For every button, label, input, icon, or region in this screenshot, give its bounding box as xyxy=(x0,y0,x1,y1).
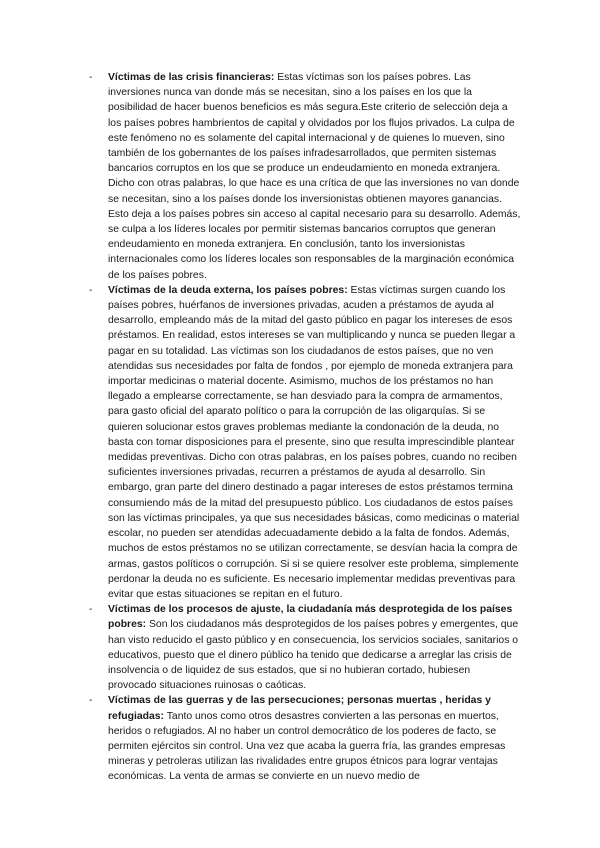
list-item-external-debt xyxy=(89,283,521,602)
item-text: Estas víctimas surgen cuando los países pobres, huérfanos de inversiones privadas, acuden a préstamos de ayuda al desarrollo, empleando más de la mitad del gasto público en pagar los intereses de esos préstamos. En realidad, estos intereses se van multiplicando y nunca se pueden llegar a pagar en su totalidad. Las víctimas son los ciudadanos de estos países, que no ven atendidas sus necesidades por falta de fondos , por ejemplo de moneda extranjera para importar medicinas o material docente. Asimismo, muchos de los préstamos no han llegado a emplearse correctamente, se han desviado para la compra de armamentos, para gasto oficial del aparato político o para la corrupción de las oligarquías. Si se quieren solucionar estos graves problemas mediante la condonación de la deuda, no basta con tomar disposiciones para el presente, sino que resulta imprescindible plantear medidas preventivas. Dicho con otras palabras, en los países pobres, cuando no reciben suficientes inversiones privadas, recurren a préstamos de ayuda al desarrollo. Sin embargo, gran parte del dinero destinado a pagar intereses de estos préstamos termina consumiendo más de la mitad del presupuesto público. Los ciudadanos de estos países son las víctimas principales, ya que sus necesidades básicas, como medicinas o material escolar, no pueden ser atendidas adecuadamente debido a la falta de fondos. Además, muchos de estos préstamos no se utilizan correctamente, se desvían hacia la compra de armas, gastos políticos o corrupción. Si si se quiere resolver este problema, simplemente perdonar la deuda no es suficiente. Es necesario implementar medidas preventivas para evitar que estas situaciones se repitan en el futuro. xyxy=(108,284,520,600)
bullet-dash: - xyxy=(89,604,93,616)
item-heading: Víctimas de las guerras y de las persecuciones; personas muertas , heridas y refugiadas: xyxy=(108,695,491,722)
item-text: Son los ciudadanos más desprotegidos de los países pobres y emergentes, que han visto reducido el gasto público y en consecuencia, los servicios sociales, sanitarios o educativos, puesto que el dinero público ha tenido que dedicarse a arreglar las crisis de insolvencia o de liquidez de sus estados, que si no hubieran cortado, hubiesen provocado situaciones ruinosas o caóticas. xyxy=(108,619,519,692)
item-heading: Víctimas de los procesos de ajuste, la ciudadanía más desprotegida de los países pobres: xyxy=(108,604,513,631)
list-item-adjustment-processes xyxy=(89,602,521,693)
bullet-dash: - xyxy=(89,284,93,296)
bullet-dash: - xyxy=(89,695,93,707)
item-text: Estas víctimas son los países pobres. Las inversiones nunca van donde más se necesitan, sino a los países en los que la posibilidad de hacer buenos beneficios es más segura.Este criterio de selección deja a los países pobres hambrientos de capital y olvidados por los flujos privados. La culpa de este fenómeno no es solamente del capital internacional y de quienes lo mueven, sino también de los gobernantes de los países infradesarrollados, que permiten sistemas bancarios corruptos en los que se produce un endeudamiento en moneda extranjera. Dicho con otras palabras, lo que hace es una crítica de que las inversiones no van donde se necesitan, sino a los países donde los inversionistas obtienen mayores ganancias. Esto deja a los países pobres sin acceso al capital necesario para su desarrollo. Además, se culpa a los líderes locales por permitir sistemas bancarios corruptos que generan endeudamiento en moneda extranjera. En conclusión, tanto los inversionistas internacionales como los líderes locales son responsables de la marginación económica de los países pobres. xyxy=(108,72,521,281)
item-text: Tanto unos como otros desastres convierten a las personas en muertos, heridos o refugiados. Al no haber un control democrático de los poderes de facto, se permiten ejércitos sin control. Una vez que acaba la guerra fría, las grandes empresas mineras y petroleras utilizan las rivalidades entre grupos étnicos para lograr ventajas económicas. La venta de armas se convierte en un nuevo medio de xyxy=(108,710,506,783)
list-item-financial-crisis xyxy=(89,70,521,283)
bullet-dash: - xyxy=(89,72,93,83)
item-heading: Víctimas de la deuda externa, los países pobres: xyxy=(108,284,348,296)
item-heading: Víctimas de las crisis financieras: xyxy=(108,72,275,83)
victims-list xyxy=(89,70,521,785)
list-item-wars-persecutions xyxy=(89,693,521,784)
